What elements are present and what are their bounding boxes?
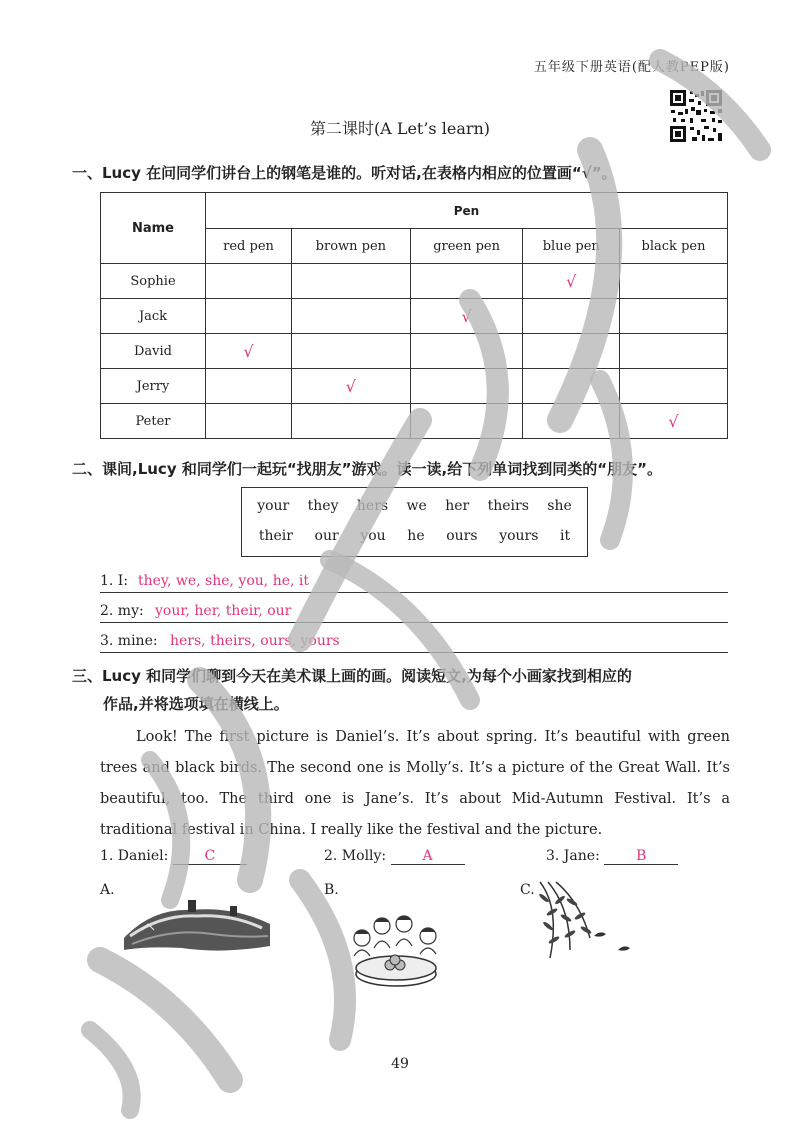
tick-cell[interactable] bbox=[206, 299, 292, 334]
option-b-label: B. bbox=[324, 882, 339, 898]
tick-cell[interactable] bbox=[523, 334, 620, 369]
tick-cell[interactable] bbox=[292, 334, 411, 369]
column-red-pen: red pen bbox=[206, 229, 292, 264]
word: she bbox=[547, 498, 572, 514]
word: theirs bbox=[487, 498, 529, 514]
option-a-label: A. bbox=[100, 882, 115, 898]
question-1-title: 一、Lucy 在问同学们讲台上的钢笔是谁的。听对话,在表格内相应的位置画“√”。 bbox=[72, 164, 617, 182]
page-number: 49 bbox=[391, 1056, 409, 1072]
match-label: 3. Jane: bbox=[546, 848, 600, 864]
word: ours bbox=[446, 528, 478, 544]
word: our bbox=[314, 528, 339, 544]
column-black-pen: black pen bbox=[620, 229, 728, 264]
match-answer-blank[interactable]: B bbox=[604, 848, 678, 865]
table-row bbox=[101, 369, 728, 404]
table-row bbox=[101, 299, 728, 334]
answer-label: 1. I: bbox=[100, 573, 129, 589]
tick-cell[interactable] bbox=[620, 334, 728, 369]
question-3-title: 三、Lucy 和同学们聊到今天在美术课上画的画。阅读短文,为每个小画家找到相应的 bbox=[72, 667, 632, 685]
tick-cell[interactable] bbox=[620, 264, 728, 299]
reading-passage bbox=[100, 722, 730, 846]
tick-cell[interactable] bbox=[410, 334, 523, 369]
match-label: 1. Daniel: bbox=[100, 848, 169, 864]
passage-text: Look! The first picture is Daniel’s. It’s about spring. It’s beautiful with green trees and black birds. The second one is Molly’s. It’s a picture of the Great Wall. It’s beautiful, too. The third one is Jane’s. It’s about Mid-Autumn Festival. It’s a traditional festival in China. I really like the festival and the picture. bbox=[100, 729, 730, 838]
word-box bbox=[241, 487, 588, 557]
question-2-title: 二、课间,Lucy 和同学们一起玩“找朋友”游戏。读一读,给下列单词找到同类的“朋友”。 bbox=[72, 460, 662, 478]
word-row-1 bbox=[242, 498, 587, 514]
name-column-header: Name bbox=[101, 193, 206, 264]
great-wall-picture bbox=[122, 888, 272, 954]
answer-label: 2. my: bbox=[100, 603, 144, 619]
tick-cell[interactable] bbox=[206, 369, 292, 404]
tick-cell[interactable]: √ bbox=[620, 404, 728, 439]
column-brown-pen: brown pen bbox=[292, 229, 411, 264]
match-daniel bbox=[100, 848, 247, 865]
tick-cell[interactable]: √ bbox=[523, 264, 620, 299]
match-molly bbox=[324, 848, 465, 865]
answer-line-i[interactable] bbox=[100, 570, 728, 593]
tick-cell[interactable] bbox=[620, 299, 728, 334]
pen-owner-table bbox=[100, 192, 728, 439]
answer-line-my[interactable] bbox=[100, 600, 728, 623]
row-name: Jack bbox=[101, 299, 206, 334]
tick-cell[interactable] bbox=[292, 404, 411, 439]
word: he bbox=[407, 528, 425, 544]
book-header: 五年级下册英语(配人教PEP版) bbox=[533, 60, 730, 75]
word: hers bbox=[356, 498, 389, 514]
tick-cell[interactable] bbox=[410, 264, 523, 299]
tick-cell[interactable] bbox=[292, 264, 411, 299]
match-answer-blank[interactable]: A bbox=[391, 848, 465, 865]
match-label: 2. Molly: bbox=[324, 848, 387, 864]
column-green-pen: green pen bbox=[410, 229, 523, 264]
word: it bbox=[560, 528, 571, 544]
word: yours bbox=[499, 528, 539, 544]
tick-cell[interactable] bbox=[292, 299, 411, 334]
tick-cell[interactable] bbox=[523, 404, 620, 439]
answer-label: 3. mine: bbox=[100, 633, 158, 649]
row-name: Jerry bbox=[101, 369, 206, 404]
tick-cell[interactable] bbox=[410, 404, 523, 439]
word: they bbox=[307, 498, 339, 514]
word-row-2 bbox=[242, 528, 587, 544]
word: their bbox=[258, 528, 293, 544]
tick-cell[interactable] bbox=[206, 264, 292, 299]
lesson-title: 第二课时(A Let’s learn) bbox=[309, 119, 491, 138]
word: we bbox=[406, 498, 427, 514]
word: your bbox=[257, 498, 290, 514]
willow-birds-picture bbox=[530, 878, 640, 968]
answer-value: they, we, she, you, he, it bbox=[138, 573, 309, 589]
table-row bbox=[101, 264, 728, 299]
tick-cell[interactable] bbox=[523, 299, 620, 334]
answer-line-mine[interactable] bbox=[100, 630, 728, 653]
tick-cell[interactable] bbox=[620, 369, 728, 404]
word: you bbox=[360, 528, 386, 544]
tick-cell[interactable] bbox=[523, 369, 620, 404]
tick-cell[interactable]: √ bbox=[292, 369, 411, 404]
answer-value: your, her, their, our bbox=[155, 603, 292, 619]
mid-autumn-family-picture bbox=[346, 908, 446, 990]
word: her bbox=[445, 498, 470, 514]
pen-column-header: Pen bbox=[206, 193, 728, 229]
match-answer-blank[interactable]: C bbox=[173, 848, 247, 865]
option-c-label: C. bbox=[520, 882, 535, 898]
table-row bbox=[101, 404, 728, 439]
answer-value: hers, theirs, ours, yours bbox=[170, 633, 340, 649]
row-name: Peter bbox=[101, 404, 206, 439]
tick-cell[interactable]: √ bbox=[410, 299, 523, 334]
row-name: Sophie bbox=[101, 264, 206, 299]
match-jane bbox=[546, 848, 678, 865]
table-row bbox=[101, 334, 728, 369]
row-name: David bbox=[101, 334, 206, 369]
tick-cell[interactable] bbox=[410, 369, 523, 404]
tick-cell[interactable]: √ bbox=[206, 334, 292, 369]
question-3-title-cont: 作品,并将选项填在横线上。 bbox=[103, 695, 289, 713]
tick-cell[interactable] bbox=[206, 404, 292, 439]
column-blue-pen: blue pen bbox=[523, 229, 620, 264]
